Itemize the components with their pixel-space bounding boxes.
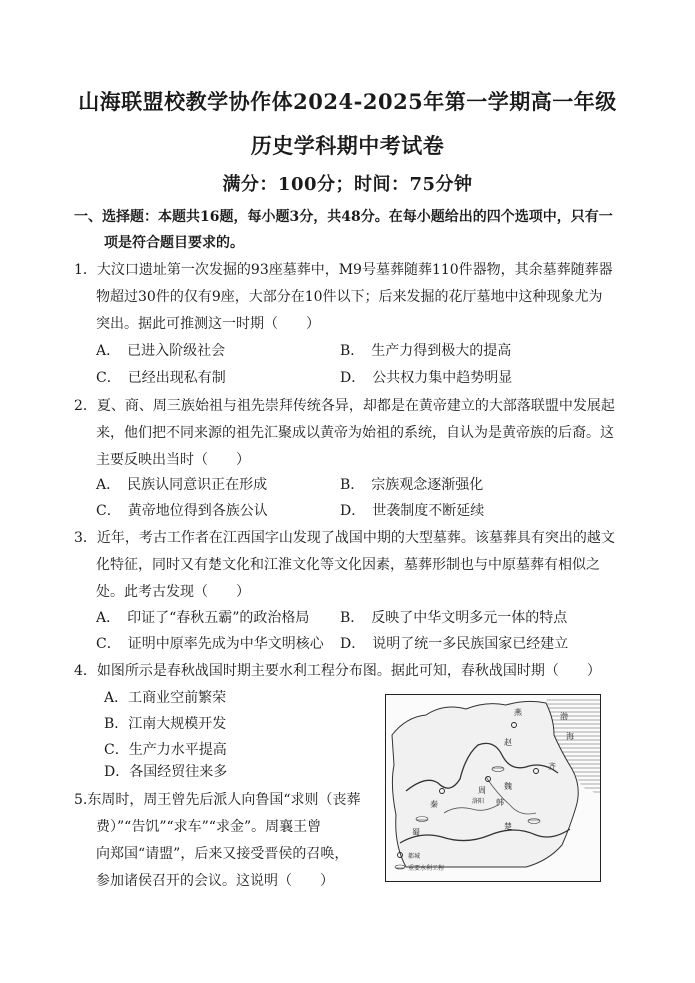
score-time: 满分：100分；时间：75分钟 <box>222 174 473 195</box>
question-1-line-3: 突出。据此可推测这一时期（ ） <box>96 316 320 332</box>
land-outline <box>392 701 578 867</box>
map-drawing <box>386 695 600 881</box>
legend-project-icon <box>395 865 405 869</box>
water-project-marker <box>528 819 540 824</box>
question-4-option-d[interactable]: D．各国经贸往来多 <box>104 764 228 780</box>
water-project-marker <box>492 767 504 772</box>
question-2-line-1: 2．夏、商、周三族始祖与祖先崇拜传统各异，却都是在黄帝建立的大部落联盟中发展起 <box>74 398 615 414</box>
question-1-line-2: 物超过30件的仅有9座，大部分在10件以下；后来发掘的花厅墓地中这种现象尤为 <box>96 289 603 305</box>
question-5-line-1: 5.东周时，周王曾先后派人向鲁国“求则（丧葬 <box>74 792 361 808</box>
water-project-marker <box>416 817 428 822</box>
question-3-option-b[interactable]: B． 反映了中华文明多元一体的特点 <box>340 610 568 626</box>
map-label-shu: 蜀 <box>412 828 420 837</box>
question-4-option-c[interactable]: C．生产力水平提高 <box>104 742 227 758</box>
question-3-option-c[interactable]: C． 证明中原率先成为中华文明核心 <box>96 636 324 652</box>
section-heading: 一、选择题：本题共16题，每小题3分，共48分。在每小题给出的四个选项中，只有一 <box>74 209 613 225</box>
map-label-han: 韩 <box>496 798 504 807</box>
map-label-zhao: 赵 <box>504 738 512 747</box>
question-3-line-1: 3．近年，考古工作者在江西国字山发现了战国中期的大型墓葬。该墓葬具有突出的越文 <box>74 530 615 546</box>
question-1-option-b[interactable]: B． 生产力得到极大的提高 <box>340 343 512 359</box>
map-label-qin: 秦 <box>430 800 438 809</box>
question-2-option-b[interactable]: B． 宗族观念逐渐强化 <box>340 477 484 493</box>
question-4-option-b[interactable]: B．江南大规模开发 <box>104 716 227 732</box>
water-projects-map <box>385 694 601 882</box>
question-2-line-2: 来，他们把不同来源的祖先汇聚成以黄帝为始祖的系统，自认为是黄帝族的后裔。这 <box>96 425 614 441</box>
question-2-option-c[interactable]: C． 黄帝地位得到各族公认 <box>96 503 268 519</box>
map-label-yan: 燕 <box>514 708 522 717</box>
map-label-wei: 魏 <box>504 782 512 791</box>
question-5-line-3: 向郑国“请盟”，后来又接受晋侯的召唤， <box>96 846 349 862</box>
map-label-luoyang: 洛阳 <box>472 798 485 805</box>
question-2-option-a[interactable]: A． 民族认同意识正在形成 <box>96 477 268 493</box>
exam-title: 山海联盟校教学协作体2024-2025年第一学期高一年级 <box>78 89 617 114</box>
question-4-option-a[interactable]: A．工商业空前繁荣 <box>104 690 227 706</box>
question-2-option-d[interactable]: D． 世袭制度不断延续 <box>340 503 485 519</box>
question-3-line-2: 化特征，同时又有楚文化和江淮文化等文化因素，墓葬形制也与中原墓葬有相似之 <box>96 557 600 573</box>
section-heading-cont: 项是符合题目要求的。 <box>104 235 244 251</box>
map-label-qi: 齐 <box>548 762 556 771</box>
question-5-line-4: 参加诸侯召开的会议。这说明（ ） <box>96 873 334 889</box>
map-label-bo: 渤 <box>560 712 568 721</box>
legend-project-label: 重要水利工程 <box>408 865 445 872</box>
question-1-line-1: 1．大汶口遗址第一次发掘的93座墓葬中，M9号墓葬随葬110件器物，其余墓葬随葬器 <box>74 262 613 278</box>
question-1-option-d[interactable]: D． 公共权力集中趋势明显 <box>340 370 513 386</box>
exam-subtitle: 历史学科期中考试卷 <box>250 133 445 158</box>
question-2-line-3: 主要反映出当时（ ） <box>96 452 250 468</box>
legend-capital-label: 都城 <box>408 853 421 860</box>
question-1-option-c[interactable]: C． 已经出现私有制 <box>96 370 226 386</box>
question-4-line-1: 4．如图所示是春秋战国时期主要水利工程分布图。据此可知，春秋战国时期（ ） <box>74 663 601 679</box>
question-3-option-d[interactable]: D． 说明了统一多民族国家已经建立 <box>340 636 569 652</box>
map-label-chu: 楚 <box>504 822 512 831</box>
question-3-line-3: 处。此考古发现（ ） <box>96 584 250 600</box>
map-label-zhou: 周 <box>478 786 486 795</box>
question-5-line-2: 费）”“告饥”“求车”“求金”。周襄王曾 <box>96 819 322 835</box>
question-3-option-a[interactable]: A． 印证了“春秋五霸”的政治格局 <box>96 610 310 626</box>
question-1-option-a[interactable]: A． 已进入阶级社会 <box>96 343 226 359</box>
map-label-hai: 海 <box>566 732 574 741</box>
